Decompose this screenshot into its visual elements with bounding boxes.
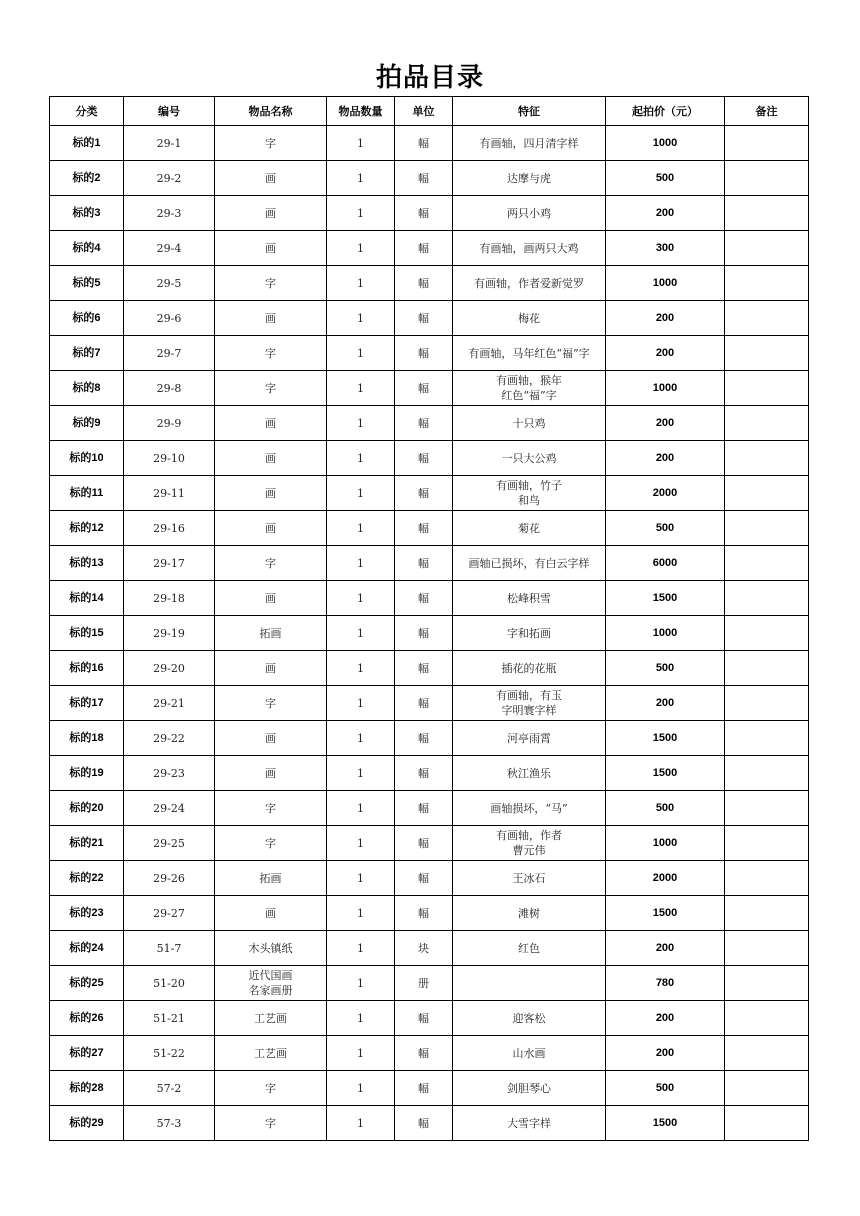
cell-starting-price: 500: [606, 791, 725, 826]
cell-starting-price: 500: [606, 651, 725, 686]
header-row: [50, 97, 809, 126]
cell-starting-price: 200: [606, 931, 725, 966]
cell-feature: 有画轴，有玉 字明寰字样: [453, 686, 606, 721]
cell-note: [725, 826, 809, 861]
cell-category: 标的8: [50, 371, 124, 406]
table-row: [50, 616, 809, 651]
table-row: [50, 126, 809, 161]
cell-note: [725, 406, 809, 441]
cell-number: 29-21: [124, 686, 215, 721]
cell-feature: 十只鸡: [453, 406, 606, 441]
cell-unit: 幅: [395, 861, 453, 896]
table-row: [50, 336, 809, 371]
cell-note: [725, 266, 809, 301]
cell-quantity: 1: [327, 931, 395, 966]
cell-note: [725, 161, 809, 196]
cell-quantity: 1: [327, 791, 395, 826]
cell-starting-price: 500: [606, 161, 725, 196]
cell-feature: 滩树: [453, 896, 606, 931]
cell-category: 标的12: [50, 511, 124, 546]
cell-quantity: 1: [327, 336, 395, 371]
cell-category: 标的16: [50, 651, 124, 686]
cell-category: 标的20: [50, 791, 124, 826]
cell-quantity: 1: [327, 616, 395, 651]
cell-unit: 幅: [395, 126, 453, 161]
cell-starting-price: 1000: [606, 126, 725, 161]
cell-unit: 幅: [395, 336, 453, 371]
cell-starting-price: 1000: [606, 266, 725, 301]
header-name: 物品名称: [215, 97, 327, 126]
cell-starting-price: 2000: [606, 476, 725, 511]
table-row: [50, 756, 809, 791]
cell-quantity: 1: [327, 126, 395, 161]
cell-feature: 有画轴，四月清字样: [453, 126, 606, 161]
cell-category: 标的10: [50, 441, 124, 476]
cell-category: 标的23: [50, 896, 124, 931]
cell-quantity: 1: [327, 196, 395, 231]
table-row: [50, 231, 809, 266]
cell-note: [725, 371, 809, 406]
cell-feature: 松峰积雪: [453, 581, 606, 616]
cell-number: 29-9: [124, 406, 215, 441]
cell-feature: 字和拓画: [453, 616, 606, 651]
cell-note: [725, 301, 809, 336]
header-note: 备注: [725, 97, 809, 126]
cell-number: 29-23: [124, 756, 215, 791]
cell-item-name: 字: [215, 371, 327, 406]
cell-starting-price: 200: [606, 441, 725, 476]
cell-unit: 幅: [395, 581, 453, 616]
cell-feature: 剑胆琴心: [453, 1071, 606, 1106]
cell-note: [725, 791, 809, 826]
cell-note: [725, 966, 809, 1001]
cell-note: [725, 1071, 809, 1106]
table-row: [50, 826, 809, 861]
cell-unit: 幅: [395, 616, 453, 651]
cell-starting-price: 200: [606, 406, 725, 441]
cell-unit: 幅: [395, 791, 453, 826]
cell-feature: 河亭雨霄: [453, 721, 606, 756]
table-row: [50, 266, 809, 301]
cell-number: 29-26: [124, 861, 215, 896]
cell-item-name: 画: [215, 231, 327, 266]
cell-category: 标的7: [50, 336, 124, 371]
cell-number: 29-7: [124, 336, 215, 371]
cell-feature: 达摩与虎: [453, 161, 606, 196]
cell-starting-price: 780: [606, 966, 725, 1001]
cell-note: [725, 476, 809, 511]
cell-unit: 幅: [395, 1036, 453, 1071]
cell-unit: 幅: [395, 441, 453, 476]
cell-note: [725, 861, 809, 896]
cell-unit: 幅: [395, 686, 453, 721]
cell-number: 29-1: [124, 126, 215, 161]
table-row: [50, 441, 809, 476]
cell-note: [725, 931, 809, 966]
cell-quantity: 1: [327, 546, 395, 581]
cell-quantity: 1: [327, 966, 395, 1001]
cell-feature: 画轴损坏，“马”: [453, 791, 606, 826]
header-unit: 单位: [395, 97, 453, 126]
cell-feature: 两只小鸡: [453, 196, 606, 231]
cell-feature: 画轴已损坏，有白云字样: [453, 546, 606, 581]
cell-item-name: 拓画: [215, 616, 327, 651]
cell-note: [725, 441, 809, 476]
header-number: 编号: [124, 97, 215, 126]
cell-starting-price: 200: [606, 196, 725, 231]
cell-starting-price: 300: [606, 231, 725, 266]
table-row: [50, 966, 809, 1001]
cell-note: [725, 756, 809, 791]
cell-starting-price: 1000: [606, 371, 725, 406]
cell-number: 29-19: [124, 616, 215, 651]
cell-category: 标的11: [50, 476, 124, 511]
cell-quantity: 1: [327, 651, 395, 686]
cell-quantity: 1: [327, 161, 395, 196]
cell-item-name: 字: [215, 546, 327, 581]
cell-feature: 有画轴，竹子 和鸟: [453, 476, 606, 511]
table-row: [50, 581, 809, 616]
cell-category: 标的5: [50, 266, 124, 301]
header-category: 分类: [50, 97, 124, 126]
cell-feature: 王冰石: [453, 861, 606, 896]
cell-item-name: 字: [215, 686, 327, 721]
table-row: [50, 931, 809, 966]
cell-quantity: 1: [327, 301, 395, 336]
header-price: 起拍价（元）: [606, 97, 725, 126]
cell-category: 标的17: [50, 686, 124, 721]
cell-number: 29-22: [124, 721, 215, 756]
cell-starting-price: 200: [606, 1036, 725, 1071]
cell-quantity: 1: [327, 1071, 395, 1106]
cell-note: [725, 1001, 809, 1036]
cell-feature: 一只大公鸡: [453, 441, 606, 476]
cell-note: [725, 896, 809, 931]
cell-number: 29-20: [124, 651, 215, 686]
cell-unit: 幅: [395, 1071, 453, 1106]
cell-unit: 幅: [395, 301, 453, 336]
cell-category: 标的4: [50, 231, 124, 266]
table-row: [50, 1001, 809, 1036]
cell-unit: 幅: [395, 511, 453, 546]
header-qty: 物品数量: [327, 97, 395, 126]
cell-unit: 幅: [395, 546, 453, 581]
cell-item-name: 木头镇纸: [215, 931, 327, 966]
cell-note: [725, 336, 809, 371]
table-row: [50, 861, 809, 896]
cell-item-name: 字: [215, 126, 327, 161]
cell-unit: 幅: [395, 161, 453, 196]
cell-number: 29-5: [124, 266, 215, 301]
cell-starting-price: 500: [606, 511, 725, 546]
table-row: [50, 791, 809, 826]
cell-starting-price: 1500: [606, 581, 725, 616]
cell-quantity: 1: [327, 896, 395, 931]
cell-number: 29-24: [124, 791, 215, 826]
table-row: [50, 301, 809, 336]
cell-number: 29-27: [124, 896, 215, 931]
cell-number: 51-7: [124, 931, 215, 966]
cell-starting-price: 1000: [606, 616, 725, 651]
cell-unit: 幅: [395, 721, 453, 756]
cell-item-name: 字: [215, 791, 327, 826]
cell-feature: 有画轴，马年红色“福”字: [453, 336, 606, 371]
cell-unit: 幅: [395, 1001, 453, 1036]
table-row: [50, 546, 809, 581]
cell-starting-price: 200: [606, 686, 725, 721]
cell-note: [725, 581, 809, 616]
cell-unit: 幅: [395, 826, 453, 861]
cell-quantity: 1: [327, 581, 395, 616]
cell-starting-price: 1500: [606, 896, 725, 931]
cell-quantity: 1: [327, 511, 395, 546]
cell-category: 标的14: [50, 581, 124, 616]
auction-catalog-table: [49, 96, 809, 1141]
cell-number: 29-18: [124, 581, 215, 616]
cell-number: 29-8: [124, 371, 215, 406]
table-row: [50, 721, 809, 756]
cell-unit: 幅: [395, 476, 453, 511]
table-row: [50, 476, 809, 511]
cell-number: 51-20: [124, 966, 215, 1001]
cell-starting-price: 200: [606, 336, 725, 371]
cell-note: [725, 546, 809, 581]
cell-unit: 幅: [395, 896, 453, 931]
cell-quantity: 1: [327, 686, 395, 721]
cell-starting-price: 1500: [606, 721, 725, 756]
cell-feature: 有画轴，作者爱新觉罗: [453, 266, 606, 301]
cell-quantity: 1: [327, 406, 395, 441]
cell-note: [725, 511, 809, 546]
cell-quantity: 1: [327, 1001, 395, 1036]
cell-feature: 迎客松: [453, 1001, 606, 1036]
table-row: [50, 686, 809, 721]
cell-item-name: 画: [215, 581, 327, 616]
cell-unit: 幅: [395, 266, 453, 301]
cell-note: [725, 231, 809, 266]
cell-item-name: 画: [215, 756, 327, 791]
cell-note: [725, 1036, 809, 1071]
cell-item-name: 字: [215, 1071, 327, 1106]
cell-feature: 梅花: [453, 301, 606, 336]
cell-item-name: 拓画: [215, 861, 327, 896]
cell-category: 标的6: [50, 301, 124, 336]
cell-item-name: 画: [215, 651, 327, 686]
cell-unit: 幅: [395, 231, 453, 266]
cell-item-name: 画: [215, 511, 327, 546]
cell-category: 标的2: [50, 161, 124, 196]
cell-item-name: 画: [215, 196, 327, 231]
cell-number: 29-11: [124, 476, 215, 511]
cell-category: 标的27: [50, 1036, 124, 1071]
cell-item-name: 工艺画: [215, 1036, 327, 1071]
cell-number: 51-21: [124, 1001, 215, 1036]
cell-item-name: 画: [215, 301, 327, 336]
cell-unit: 幅: [395, 756, 453, 791]
cell-category: 标的15: [50, 616, 124, 651]
cell-feature: 大雪字样: [453, 1106, 606, 1141]
table-row: [50, 896, 809, 931]
cell-number: 29-17: [124, 546, 215, 581]
cell-category: 标的22: [50, 861, 124, 896]
cell-feature: 菊花: [453, 511, 606, 546]
cell-quantity: 1: [327, 371, 395, 406]
cell-item-name: 画: [215, 721, 327, 756]
cell-starting-price: 2000: [606, 861, 725, 896]
cell-category: 标的21: [50, 826, 124, 861]
cell-category: 标的18: [50, 721, 124, 756]
cell-number: 29-16: [124, 511, 215, 546]
cell-number: 57-2: [124, 1071, 215, 1106]
cell-category: 标的28: [50, 1071, 124, 1106]
cell-quantity: 1: [327, 476, 395, 511]
cell-feature: 有画轴，画两只大鸡: [453, 231, 606, 266]
cell-category: 标的26: [50, 1001, 124, 1036]
cell-quantity: 1: [327, 826, 395, 861]
cell-quantity: 1: [327, 266, 395, 301]
cell-item-name: 画: [215, 476, 327, 511]
cell-number: 29-25: [124, 826, 215, 861]
cell-feature: 有画轴，作者 曹元伟: [453, 826, 606, 861]
table-row: [50, 371, 809, 406]
table-row: [50, 196, 809, 231]
cell-item-name: 画: [215, 406, 327, 441]
cell-note: [725, 686, 809, 721]
cell-number: 57-3: [124, 1106, 215, 1141]
cell-note: [725, 721, 809, 756]
header-feature: 特征: [453, 97, 606, 126]
table-row: [50, 511, 809, 546]
cell-item-name: 近代国画 名家画册: [215, 966, 327, 1001]
cell-unit: 块: [395, 931, 453, 966]
table-row: [50, 1071, 809, 1106]
cell-note: [725, 126, 809, 161]
cell-quantity: 1: [327, 1106, 395, 1141]
cell-number: 29-6: [124, 301, 215, 336]
cell-quantity: 1: [327, 1036, 395, 1071]
cell-number: 29-4: [124, 231, 215, 266]
cell-unit: 幅: [395, 406, 453, 441]
page-title: 拍品目录: [375, 63, 484, 93]
table-row: [50, 1106, 809, 1141]
cell-feature: 红色: [453, 931, 606, 966]
table-row: [50, 1036, 809, 1071]
cell-quantity: 1: [327, 861, 395, 896]
cell-number: 29-3: [124, 196, 215, 231]
table-row: [50, 161, 809, 196]
cell-number: 29-10: [124, 441, 215, 476]
cell-starting-price: 200: [606, 1001, 725, 1036]
cell-category: 标的29: [50, 1106, 124, 1141]
cell-item-name: 字: [215, 266, 327, 301]
cell-feature: 秋江渔乐: [453, 756, 606, 791]
cell-starting-price: 500: [606, 1071, 725, 1106]
cell-starting-price: 6000: [606, 546, 725, 581]
cell-category: 标的3: [50, 196, 124, 231]
cell-starting-price: 200: [606, 301, 725, 336]
cell-note: [725, 651, 809, 686]
cell-feature: 插花的花瓶: [453, 651, 606, 686]
cell-feature: 山水画: [453, 1036, 606, 1071]
cell-starting-price: 1500: [606, 1106, 725, 1141]
cell-feature: 有画轴，猴年 红色“福”字: [453, 371, 606, 406]
table-row: [50, 651, 809, 686]
cell-category: 标的19: [50, 756, 124, 791]
cell-starting-price: 1000: [606, 826, 725, 861]
cell-category: 标的9: [50, 406, 124, 441]
cell-note: [725, 1106, 809, 1141]
cell-quantity: 1: [327, 441, 395, 476]
cell-unit: 幅: [395, 371, 453, 406]
cell-unit: 幅: [395, 196, 453, 231]
cell-quantity: 1: [327, 231, 395, 266]
cell-quantity: 1: [327, 721, 395, 756]
cell-starting-price: 1500: [606, 756, 725, 791]
cell-number: 51-22: [124, 1036, 215, 1071]
cell-quantity: 1: [327, 756, 395, 791]
cell-category: 标的1: [50, 126, 124, 161]
cell-item-name: 工艺画: [215, 1001, 327, 1036]
cell-item-name: 字: [215, 336, 327, 371]
cell-item-name: 画: [215, 896, 327, 931]
cell-category: 标的13: [50, 546, 124, 581]
cell-unit: 幅: [395, 1106, 453, 1141]
cell-unit: 幅: [395, 651, 453, 686]
cell-item-name: 画: [215, 161, 327, 196]
cell-feature: [453, 966, 606, 1001]
cell-note: [725, 196, 809, 231]
cell-category: 标的24: [50, 931, 124, 966]
cell-note: [725, 616, 809, 651]
table-row: [50, 406, 809, 441]
cell-item-name: 字: [215, 1106, 327, 1141]
cell-item-name: 画: [215, 441, 327, 476]
cell-unit: 册: [395, 966, 453, 1001]
cell-item-name: 字: [215, 826, 327, 861]
cell-number: 29-2: [124, 161, 215, 196]
cell-category: 标的25: [50, 966, 124, 1001]
